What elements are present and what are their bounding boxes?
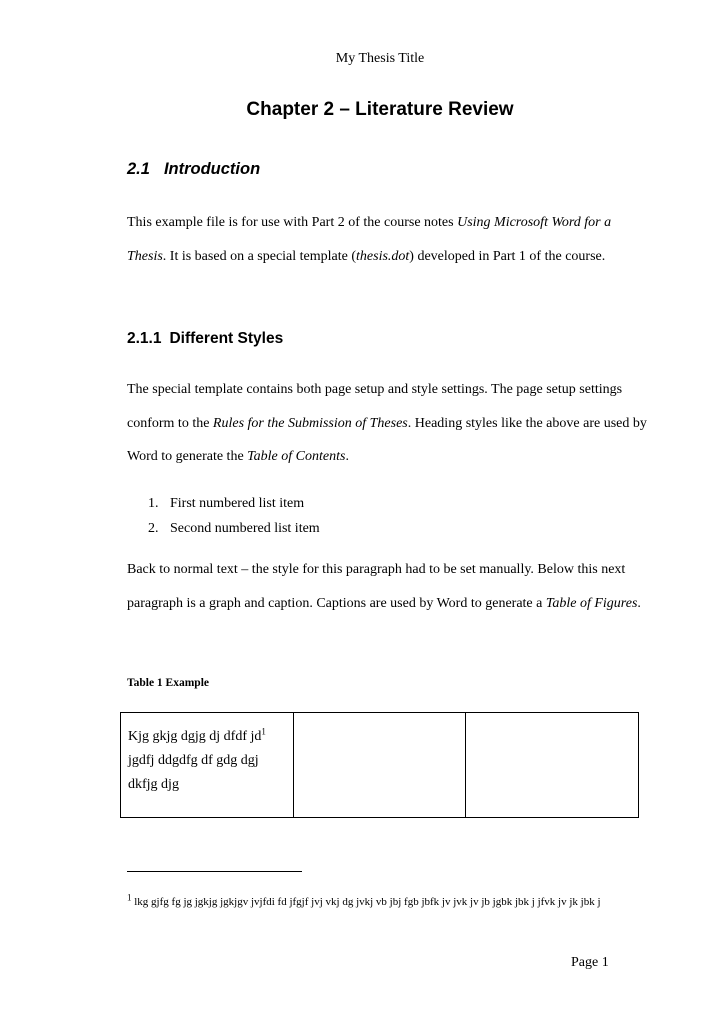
intro-text-3: ) developed in Part 1 of the course. bbox=[409, 248, 606, 264]
footnote-separator bbox=[127, 871, 302, 872]
footnote-marker: 1 bbox=[127, 892, 132, 903]
section-heading bbox=[127, 160, 260, 179]
footnote bbox=[127, 892, 632, 913]
table-cell-1 bbox=[121, 713, 294, 818]
subsection-heading bbox=[127, 330, 283, 348]
numbered-list bbox=[148, 494, 320, 544]
styles-text-1: The special template contains both page setup and style settings. The page setup settings conform to the bbox=[127, 382, 623, 431]
subsection-title: Different Styles bbox=[169, 330, 284, 347]
footnote-text: lkg gjfg fg jg jgkjg jgkjgv jvjfdi fd jfgjf jvj vkj dg jvkj vb jbj fgb jbfk jv jvk jv jb jgbk jbk j jfvk jv jk jbk j bbox=[134, 896, 601, 908]
list-item-number: 1. bbox=[148, 496, 159, 511]
footnote-reference[interactable]: 1 bbox=[261, 726, 266, 737]
normal-italic-tof: Table of Figures bbox=[545, 595, 638, 611]
table-caption: Table 1 Example bbox=[127, 677, 210, 689]
page-number: Page 1 bbox=[571, 955, 609, 970]
normal-paragraph bbox=[127, 553, 647, 620]
running-header: My Thesis Title bbox=[335, 51, 425, 66]
normal-text-1: Back to normal text – the style for this paragraph had to be set manually. Below this next paragraph is a graph and caption. Captions are used by Word to generate a bbox=[127, 562, 626, 611]
section-title: Introduction bbox=[163, 160, 261, 178]
example-table bbox=[120, 712, 639, 818]
intro-italic-template: thesis.dot bbox=[356, 248, 410, 264]
intro-italic-course-notes: Using Microsoft Word for a Thesis bbox=[127, 215, 612, 264]
table-row bbox=[121, 713, 639, 818]
table-cell-1-text-2: jgdfj ddgdfg df gdg dgj dkfjg djg bbox=[128, 753, 259, 792]
table-cell-2 bbox=[293, 713, 466, 818]
normal-text-2: . bbox=[637, 595, 641, 611]
styles-text-2: . Heading styles like the above are used by Word to generate the bbox=[127, 415, 647, 464]
section-number: 2.1 bbox=[127, 160, 150, 178]
list-item-text: Second numbered list item bbox=[170, 521, 320, 536]
styles-italic-rules: Rules for the Submission of Theses bbox=[212, 415, 408, 431]
intro-paragraph bbox=[127, 206, 647, 273]
table-cell-1-text: Kjg gkjg dgjg dj dfdf jd bbox=[128, 729, 262, 744]
intro-text-2: . It is based on a special template ( bbox=[162, 248, 357, 264]
table-cell-3 bbox=[466, 713, 639, 818]
intro-text-1: This example file is for use with Part 2 of the course notes bbox=[127, 215, 458, 230]
styles-text-3: . bbox=[345, 449, 349, 464]
list-item bbox=[148, 494, 320, 519]
subsection-number: 2.1.1 bbox=[127, 330, 162, 347]
styles-italic-toc: Table of Contents bbox=[247, 449, 346, 464]
list-item-text: First numbered list item bbox=[170, 496, 305, 511]
chapter-title: Chapter 2 – Literature Review bbox=[246, 99, 514, 120]
styles-paragraph bbox=[127, 373, 647, 474]
list-item-number: 2. bbox=[148, 521, 159, 536]
list-item bbox=[148, 519, 320, 544]
